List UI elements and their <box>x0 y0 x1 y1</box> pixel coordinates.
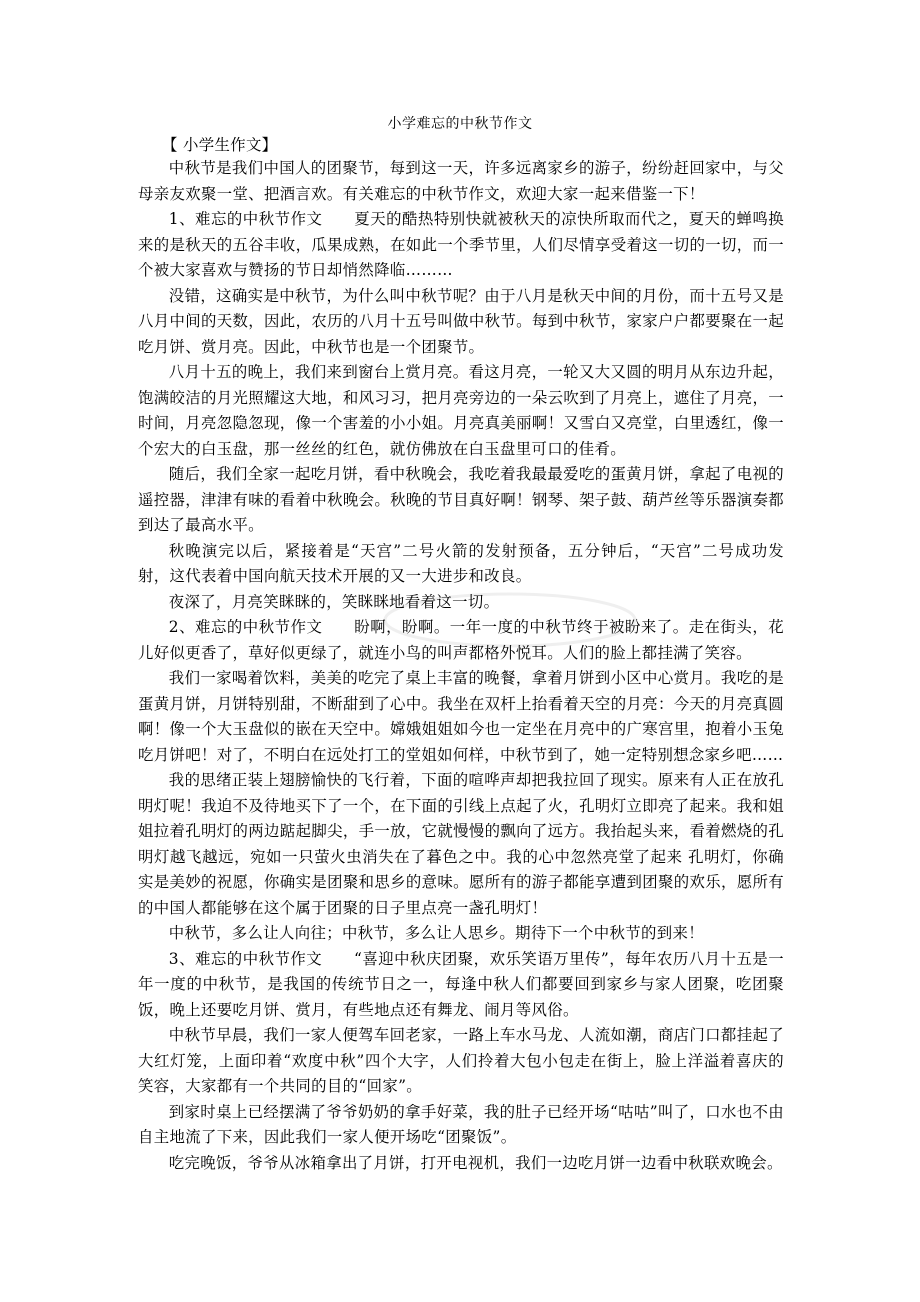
paragraph: 到家时桌上已经摆满了爷爷奶奶的拿手好菜，我的肚子已经开场“咕咕”叫了，口水也不由自主地流了下来，因此我们一家人便开场吃“团聚饭”。 <box>138 1102 784 1146</box>
paragraph: 没错，这确实是中秋节，为什么叫中秋节呢？由于八月是秋天中间的月份，而十五号又是八月中间的天数，因此，农历的八月十五号叫做中秋节。每到中秋节，家家户户都要聚在一起吃月饼、赏月亮。因此，中秋节也是一个团聚节。 <box>138 286 784 356</box>
paragraph: 中秋节早晨，我们一家人便驾车回老家，一路上车水马龙、人流如潮，商店门口都挂起了大红灯笼，上面印着“欢度中秋”四个大字，人们拎着大包小包走在街上，脸上洋溢着喜庆的笑容，大家都有一个共同的目的“回家”。 <box>138 1026 784 1095</box>
paragraph-essay-3-start: 3、难忘的中秋节作文 “喜迎中秋庆团聚，欢乐笑语万里传”，每年农历八月十五是一年一度的中秋节，是我国的传统节日之一，每逢中秋人们都要回到家乡与家人团聚，吃团聚饭，晚上还要吃月饼、赏月，有些地点还有舞龙、闹月等风俗。 <box>138 949 784 1019</box>
paragraph: 吃完晚饭，爷爷从冰箱拿出了月饼，打开电视机，我们一边吃月饼一边看中秋联欢晚会。 <box>168 1153 783 1172</box>
paragraph: 我们一家喝着饮料，美美的吃完了桌上丰富的晚餐，拿着月饼到小区中心赏月。我吃的是蛋黄月饼，月饼特别甜，不断甜到了心中。我坐在双杆上抬看着天空的月亮：今天的月亮真圆啊！像一个大玉盘似的嵌在天空中。嫦娥姐姐如今也一定坐在月亮中的广寒宫里，抱着小玉兔吃月饼吧！对了，不明白在远处打工的堂姐如何样，中秋节到了，她一定特别想念家乡吧…… <box>138 669 784 764</box>
document-title: 小学难忘的中秋节作文 <box>387 116 533 132</box>
paragraph: 八月十五的晚上，我们来到窗台上赏月亮。看这月亮，一轮又大又圆的明月从东边升起，饱满皎洁的月光照耀这大地，和风习习，把月亮旁边的一朵云吹到了月亮上，遮住了月亮，一时间，月亮忽隐忽现，像一个害羞的小小姐。月亮真美丽啊！又雪白又亮堂，白里透红，像一个宏大的白玉盘，那一丝丝的红色，就仿佛放在白玉盘里可口的佳肴。 <box>138 363 784 458</box>
paragraph-essay-2-start: 2、难忘的中秋节作文 盼啊，盼啊。一年一度的中秋节终于被盼来了。走在街头，花儿好似更香了，草好似更绿了，就连小鸟的叫声都格外悦耳。人们的脸上都挂满了笑容。 <box>138 618 784 662</box>
paragraph: 中秋节，多么让人向往；中秋节，多么让人思乡。期待下一个中秋节的到来！ <box>168 924 704 942</box>
paragraph: 我的思绪正装上翅膀愉快的飞行着，下面的喧哗声却把我拉回了现实。原来有人正在放孔明灯呢！我迫不及待地买下了一个，在下面的引线上点起了火，孔明灯立即亮了起来。我和姐姐拉着孔明灯的两边踮起脚尖，手一放，它就慢慢的飘向了远方。我抬起头来，看着燃烧的孔明灯越飞越远，宛如一只萤火虫消失在了暮色之中。我的心中忽然亮堂了起来 孔明灯，你确实是美妙的祝愿，你确实是团聚和思乡的意味。愿所有的游子都能享遭到团聚的欢乐，愿所有的中国人都能够在这个属于团聚的日子里点亮一盏孔明灯！ <box>138 771 784 917</box>
paragraph: 夜深了，月亮笑眯眯的，笑眯眯地看着这一切。 <box>168 592 500 611</box>
document-body <box>138 134 784 1176</box>
paragraph-essay-1-start: 1、难忘的中秋节作文 夏天的酷热特别快就被秋天的凉快所取而代之，夏天的蝉鸣换来的是秋天的五谷丰收，瓜果成熟，在如此一个季节里，人们尽情享受着这一切的一切，而一个被大家喜欢与赞扬的节日却悄然降临……… <box>138 210 784 279</box>
paragraph-intro: 中秋节是我们中国人的团聚节，每到这一天，许多远离家乡的游子，纷纷赶回家中，与父母亲友欢聚一堂、把酒言欢。有关难忘的中秋节作文，欢迎大家一起来借鉴一下！ <box>138 159 784 203</box>
section-label: 【 小学生作文】 <box>162 136 278 154</box>
paragraph: 随后，我们全家一起吃月饼，看中秋晚会，我吃着我最最爱吃的蛋黄月饼，拿起了电视的遥控器，津津有味的看着中秋晚会。秋晚的节目真好啊！钢琴、架子鼓、葫芦丝等乐器演奏都到达了最高水平。 <box>138 465 784 534</box>
paragraph: 秋晚演完以后，紧接着是“天宫”二号火箭的发射预备，五分钟后，“天宫”二号成功发射，这代表着中国向航天技术开展的又一大进步和改良。 <box>138 541 784 585</box>
